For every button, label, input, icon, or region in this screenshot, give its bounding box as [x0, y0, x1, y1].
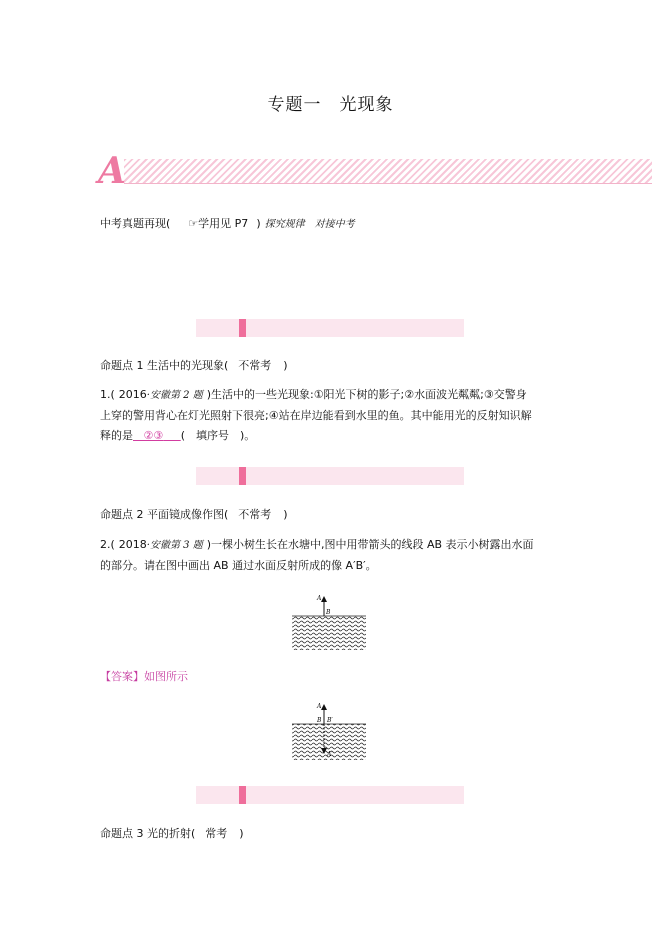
topic-bar [196, 319, 464, 337]
answer-blank: ②③ [143, 429, 164, 442]
label-a-prime: A′ [327, 751, 333, 758]
topic-bar-marker [239, 319, 246, 337]
banner-letter: A [98, 150, 126, 192]
question-1: 1.( 2016·安徽第 2 题 )生活中的一些光现象:①阳光下树的影子;②水面波光粼粼;③交警身 上穿的警用背心在灯光照射下很亮;④站在岸边能看到水里的鱼。其中能用光的反射知识解 释的是 ②③ ( 填序号 )。 [100, 388, 532, 442]
section-header: 中考真题再现( ☞学用见 P7 ) 探究规律 对接中考 [100, 217, 355, 230]
topic-bar [196, 786, 464, 804]
section-banner [98, 150, 652, 192]
answer-tag: 【答案】 [100, 670, 144, 683]
topic-frequency: 不常考 [238, 508, 272, 521]
page-reference: 学用见 P7 [198, 217, 249, 230]
arrow-head-icon [321, 596, 327, 602]
question-source: ·安徽第 3 题 [146, 540, 203, 551]
topic-bar-marker [239, 467, 246, 485]
question-source: ·安徽第 2 题 [146, 390, 203, 401]
topic-heading-2: 命题点 2 平面镜成像作图( 不常考 ) [100, 508, 288, 521]
pointing-hand-icon: ☞ [188, 217, 199, 230]
question-2: 2.( 2018·安徽第 3 题 )一棵小树生长在水塘中,图中用带箭头的线段 AB 表示小树露出水面 的部分。请在图中画出 AB 通过水面反射所成的像 A′B′。 [100, 538, 534, 572]
label-a: A [317, 595, 322, 602]
water-surface [292, 616, 366, 650]
label-a: A [317, 703, 322, 710]
label-b: B [326, 609, 331, 616]
section-slogan: 探究规律 对接中考 [264, 219, 355, 230]
banner-stripes [124, 159, 652, 184]
topic-frequency: 不常考 [238, 359, 272, 372]
label-b: B [317, 717, 322, 724]
topic-frequency: 常考 [205, 827, 228, 840]
topic-bar [196, 467, 464, 485]
label-b-prime: B′ [327, 717, 333, 724]
topic-heading-1: 命题点 1 生活中的光现象( 不常考 ) [100, 359, 288, 372]
page-title: 专题一 光现象 [267, 95, 394, 115]
figure-answer-reflection [288, 698, 368, 764]
arrow-head-icon [321, 704, 327, 710]
topic-bar-marker [239, 786, 246, 804]
section-header-label: 中考真题再现( [100, 217, 171, 230]
answer-line: 【答案】如图所示 [100, 670, 188, 683]
topic-heading-3: 命题点 3 光的折射( 常考 ) [100, 827, 244, 840]
figure-tree-in-pond [288, 592, 368, 654]
